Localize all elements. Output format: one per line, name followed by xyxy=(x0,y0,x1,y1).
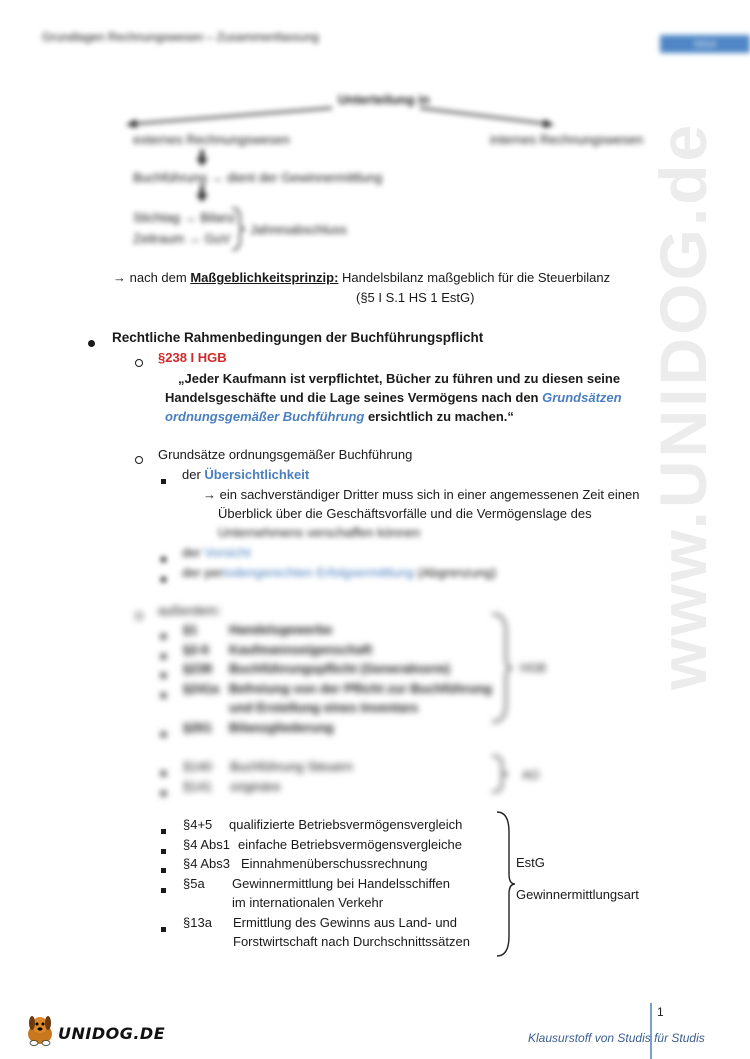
quote-line-2 xyxy=(165,388,622,407)
massgeblich-prefix: → nach dem xyxy=(113,270,191,285)
ausserdem-ao_items-bullet xyxy=(161,763,166,781)
item-uebersichtlichkeit xyxy=(182,465,309,484)
section-bullet xyxy=(88,340,95,347)
watermark: www.UNIDOG.de xyxy=(646,121,720,690)
item-desc-2: Überblick über die Geschäftsvorfälle und die Vermögenslage des xyxy=(218,506,592,521)
dog-icon xyxy=(22,1012,58,1048)
section-title: Rechtliche Rahmenbedingungen der Buchführungspflicht xyxy=(112,330,484,345)
item3-bullet xyxy=(161,577,166,582)
item-desc-3: Unternehmens verschaffen können xyxy=(218,525,421,540)
hgb-label: HGB xyxy=(520,661,547,675)
quote-line-3-em: ordnungsgemäßer Buchführung xyxy=(165,409,365,424)
estg-label: EstG xyxy=(516,855,545,870)
ausserdem-hgb_items-bullet xyxy=(161,646,166,664)
diagram-step1: Buchführung → dient der Gewinnermittlung xyxy=(133,170,383,185)
massgeblich-ref: (§5 I S.1 HS 1 EstG) xyxy=(356,290,475,305)
estg-gewinnermittlungsart: Gewinnermittlungsart xyxy=(516,887,639,902)
estg-items-text: Einnahmenüberschussrechnung xyxy=(241,856,428,871)
item3-term: iodengerechten Erfolgsermittlung xyxy=(223,565,414,580)
estg-items-text: Ermittlung des Gewinns aus Land- und xyxy=(233,914,458,930)
item2-bullet xyxy=(161,557,166,562)
estg-items-text: Forstwirtschaft nach Durchschnittssätzen xyxy=(233,934,470,949)
header-title: Grundlagen Rechnungswesen – Zusammenfassung xyxy=(42,30,319,44)
estg-items-text: im internationalen Verkehr xyxy=(232,895,384,910)
ausserdem-label: außerdem: xyxy=(158,603,221,618)
diagram-zeitraum: Zeitraum → GuV xyxy=(133,231,231,246)
ausserdem-hgb_items-text: und Erstellung eines Inventars xyxy=(229,700,419,715)
diagram-brace-label: Jahresabschluss xyxy=(250,222,347,237)
quote-line-2-text: Handelsgeschäfte und die Lage seines Vermögens nach den xyxy=(165,390,543,405)
hgb-brace xyxy=(490,612,514,724)
ao-label: AO xyxy=(522,768,540,782)
massgeblich-term: Maßgeblichkeitsprinzip: xyxy=(190,270,339,285)
gob-bullet xyxy=(135,456,143,464)
estg-items-bullet xyxy=(161,919,166,937)
item-term: Übersichtlichkeit xyxy=(204,467,310,482)
item3-rest: (Abgrenzung) xyxy=(413,565,497,580)
logo-text: UNIDOG.DE xyxy=(58,1024,166,1043)
estg-items-para: §5a xyxy=(183,875,205,891)
diagram-right: internes Rechnungswesen xyxy=(490,132,644,147)
estg-items-bullet xyxy=(161,841,166,859)
header-badge: SS14 xyxy=(660,35,750,53)
unidog-logo xyxy=(22,1012,166,1048)
diagram-heading: Unterteilung in xyxy=(338,92,430,107)
ao-brace xyxy=(490,754,512,794)
ausserdem-ao_items-text: Buchführung Steuern xyxy=(230,759,353,774)
quote-line-2-em: Grundsätzen xyxy=(542,390,622,405)
ausserdem-ao_items-bullet xyxy=(161,783,166,801)
item3-prefix: der per xyxy=(182,565,224,580)
hgb-ref: §238 I HGB xyxy=(158,350,227,365)
ausserdem-hgb_items-text: Befreiung von der Pflicht zur Buchführung xyxy=(229,680,492,696)
ausserdem-ao_items-para: §140 xyxy=(183,759,212,774)
ausserdem-bullet xyxy=(135,612,143,620)
diagram-brace xyxy=(230,206,246,252)
estg-items-text: qualifizierte Betriebsvermögensvergleich xyxy=(229,817,463,832)
hgb-ref-bullet xyxy=(135,359,143,367)
estg-items-bullet xyxy=(161,880,166,898)
ausserdem-hgb_items-text: Handelsgewerbe xyxy=(229,622,333,637)
item-bullet xyxy=(161,479,166,484)
item-prefix: der xyxy=(182,467,205,482)
massgeblich-rest: Handelsbilanz maßgeblich für die Steuerbilanz xyxy=(338,270,611,285)
item-periodengerecht xyxy=(182,563,496,582)
quote-line-3-rest: ersichtlich zu machen.“ xyxy=(364,409,514,424)
item-vorsicht xyxy=(182,543,251,562)
ausserdem-hgb_items-bullet xyxy=(161,685,166,703)
ausserdem-hgb_items-para: §261 xyxy=(183,719,212,735)
ausserdem-hgb_items-para: §2-6 xyxy=(183,641,210,657)
ausserdem-ao_items-text: originäre xyxy=(230,778,281,794)
ausserdem-hgb_items-bullet xyxy=(161,626,166,644)
estg-items-text: einfache Betriebsvermögensvergleiche xyxy=(238,836,463,852)
ausserdem-hgb_items-text: Kaufmannseigenschaft xyxy=(229,641,373,657)
ausserdem-ao_items-para: §141 xyxy=(183,778,212,794)
gob-label: Grundsätze ordnungsgemäßer Buchführung xyxy=(158,447,413,462)
footer-tagline: Klausurstoff von Studis für Studis xyxy=(528,1031,705,1045)
ausserdem-hgb_items-para: §241a xyxy=(183,680,220,696)
estg-items-para: §4 Abs3 xyxy=(183,856,230,871)
estg-items-para: §13a xyxy=(183,914,212,930)
estg-items-bullet xyxy=(161,860,166,878)
ausserdem-hgb_items-text: Bilanzgliederung xyxy=(229,719,334,735)
estg-brace xyxy=(495,810,517,958)
item2-prefix: der xyxy=(182,545,205,560)
diagram-stichtag: Stichtag → Bilanz xyxy=(133,210,236,225)
ausserdem-hgb_items-para: §238 xyxy=(183,661,212,676)
quote-line-3 xyxy=(165,407,514,426)
quote-line-1: „Jeder Kaufmann ist verpflichtet, Bücher zu führen und zu diesen seine xyxy=(178,371,621,386)
item2-term: Vorsicht xyxy=(204,545,251,560)
massgeblich-line xyxy=(113,268,610,287)
diagram-left: externes Rechnungswesen xyxy=(133,132,290,147)
estg-items-para: §4+5 xyxy=(183,817,213,832)
page-number: 1 xyxy=(657,1005,664,1019)
estg-items-bullet xyxy=(161,821,166,839)
ausserdem-hgb_items-bullet xyxy=(161,724,166,742)
item-desc-1: → ein sachverständiger Dritter muss sich in einer angemessenen Zeit einen xyxy=(203,487,640,502)
ausserdem-hgb_items-bullet xyxy=(161,665,166,683)
ausserdem-hgb_items-para: §1 xyxy=(183,622,198,637)
ausserdem-hgb_items-text: Buchführungspflicht (Generalnorm) xyxy=(229,661,450,676)
estg-items-para: §4 Abs1 xyxy=(183,836,230,852)
estg-items-text: Gewinnermittlung bei Handelsschiffen xyxy=(232,875,450,891)
